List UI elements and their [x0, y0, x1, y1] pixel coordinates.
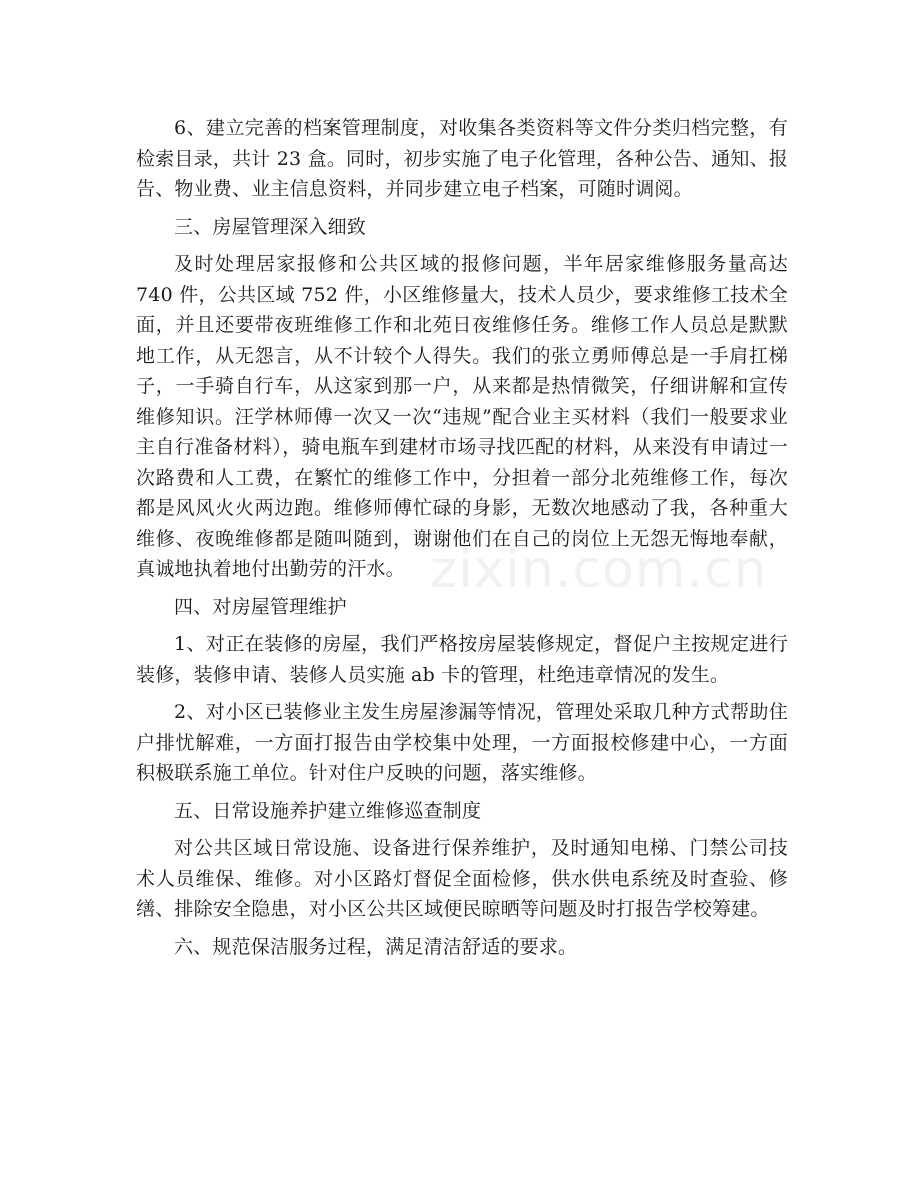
section-heading-facility-maintenance: 五、日常设施养护建立维修巡查制度 — [174, 799, 482, 822]
document-body — [136, 113, 788, 969]
paragraph-archive-management: 6、建立完善的档案管理制度，对收集各类资料等文件分类归档完整，有检索目录，共计 23 盒。同时，初步实施了电子化管理，各种公告、通知、报告、物业费、业主信息资料，并同步建立电子档案，可随时调阅。 — [136, 117, 788, 200]
section-heading-housing-maintenance: 四、对房屋管理维护 — [174, 595, 347, 618]
paragraph-leakage-handling: 2、对小区已装修业主发生房屋渗漏等情况，管理处采取几种方式帮助住户排忧解难，一方面打报告由学校集中处理，一方面报校修建中心，一方面积极联系施工单位。针对住户反映的问题，落实维修。 — [136, 701, 788, 784]
paragraph-renovation-rules: 1、对正在装修的房屋，我们严格按房屋装修规定，督促户主按规定进行装修，装修申请、装修人员实施 ab 卡的管理，杜绝违章情况的发生。 — [136, 633, 788, 686]
watermark-text: zixin.com.cn — [430, 540, 768, 600]
section-heading-cleaning-service: 六、规范保洁服务过程，满足清洁舒适的要求。 — [174, 935, 578, 958]
paragraph-facility-upkeep: 对公共区域日常设施、设备进行保养维护，及时通知电梯、门禁公司技术人员维保、维修。对小区路灯督促全面检修，供水供电系统及时查验、修缮、排除安全隐患，对小区公共区域便民晾晒等问题及时打报告学校筹建。 — [136, 837, 788, 920]
paragraph-repair-service: 及时处理居家报修和公共区域的报修问题，半年居家维修服务量高达 740 件，公共区域 752 件，小区维修量大，技术人员少，要求维修工技术全面，并且还要带夜班维修工作和北苑日夜维修任务。维修工作人员总是默默地工作，从无怨言，从不计较个人得失。我们的张立勇师傅总是一手肩扛梯子，一手骑自行车，从这家到那一户，从来都是热情微笑，仔细讲解和宣传维修知识。汪学林师傅一次又一次“违规”配合业主买材料（我们一般要求业主自行准备材料），骑电瓶车到建材市场寻找匹配的材料，从来没有申请过一次路费和人工费，在繁忙的维修工作中，分担着一部分北苑维修工作，每次都是风风火火两边跑。维修师傅忙碌的身影，无数次地感动了我，各种重大维修、夜晚维修都是随叫随到，谢谢他们在自己的岗位上无怨无悔地奉献，真诚地执着地付出勤劳的汗水。 — [136, 253, 788, 580]
section-heading-housing-management: 三、房屋管理深入细致 — [174, 215, 367, 238]
